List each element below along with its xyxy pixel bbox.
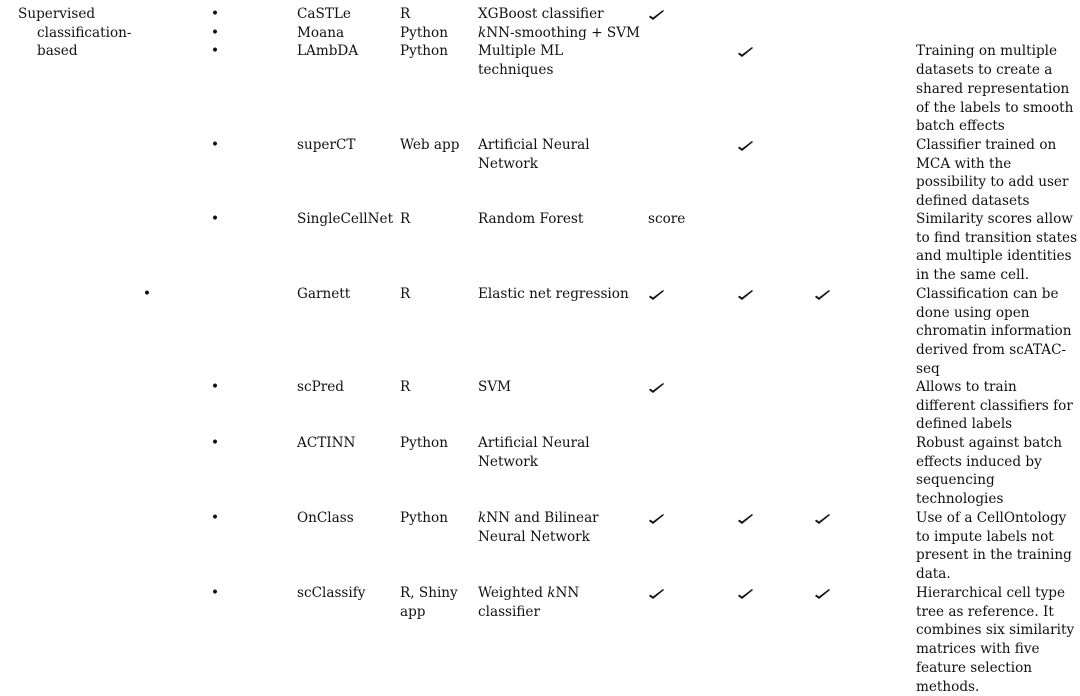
- score-label: score: [648, 211, 686, 227]
- language: Python: [400, 43, 448, 60]
- bullet: •: [210, 137, 220, 153]
- language: R: [400, 6, 411, 22]
- category-line-3: based: [37, 43, 78, 60]
- language: R: [400, 211, 411, 227]
- tool-name: Garnett: [297, 286, 351, 302]
- bullet: •: [210, 510, 220, 526]
- tool-name: Moana: [297, 24, 345, 41]
- checkmark-icon: [814, 512, 832, 526]
- checkmark-icon: [737, 45, 755, 59]
- technique-rest: NN-smoothing + SVM: [486, 24, 640, 41]
- bullet: •: [210, 211, 220, 227]
- checkmark-icon: [737, 139, 755, 153]
- category-line-2: classification-: [37, 24, 132, 41]
- bullet: •: [210, 585, 220, 601]
- tool-name: OnClass: [297, 510, 354, 526]
- technique-italic: k: [547, 585, 556, 601]
- language: R, Shiny app: [400, 585, 458, 620]
- bullet: •: [210, 6, 220, 22]
- note: Allows to train different classifiers for defined labels: [916, 379, 1073, 433]
- technique: Multiple ML techniques: [478, 43, 564, 79]
- language: R: [400, 286, 411, 302]
- checkmark-icon: [814, 288, 832, 302]
- technique-rest: NN and Bilinear Neural Network: [478, 510, 599, 545]
- technique: [478, 509, 613, 546]
- bullet: •: [210, 43, 220, 60]
- bullet: •: [210, 435, 220, 451]
- checkmark-icon: [737, 288, 755, 302]
- technique: [478, 584, 593, 621]
- note: Similarity scores allow to find transition states and multiple identities in the same cell.: [916, 211, 1078, 284]
- note: Use of a CellOntology to impute labels not present in the training data.: [916, 510, 1072, 583]
- tool-name: CaSTLe: [297, 6, 351, 22]
- language: Web app: [400, 137, 460, 153]
- checkmark-icon: [737, 512, 755, 526]
- technique: XGBoost classifier: [478, 6, 604, 22]
- technique: SVM: [478, 379, 512, 395]
- technique-pre: Weighted: [478, 585, 548, 601]
- language: Python: [400, 510, 448, 526]
- technique: Elastic net regression: [478, 286, 629, 302]
- bullet: •: [142, 286, 152, 302]
- note: Hierarchical cell type tree as reference. It combines six similarity matrices with five feature selection methods.: [916, 585, 1075, 695]
- category-label: [18, 5, 158, 61]
- checkmark-icon: [737, 587, 755, 601]
- tool-name: superCT: [297, 137, 356, 153]
- tool-name: SingleCellNet: [297, 211, 394, 227]
- tool-name: LAmbDA: [297, 43, 359, 60]
- technique: Random Forest: [478, 211, 584, 227]
- technique: Artificial Neural Network: [478, 435, 590, 470]
- bullet: •: [210, 379, 220, 395]
- technique: [478, 24, 648, 43]
- note: Robust against batch effects induced by sequencing technologies: [916, 435, 1063, 508]
- language: Python: [400, 24, 448, 41]
- language: R: [400, 379, 411, 395]
- language: Python: [400, 435, 448, 451]
- note: Classification can be done using open chromatin information derived from scATAC-seq: [916, 286, 1072, 377]
- checkmark-icon: [814, 587, 832, 601]
- note: Classifier trained on MCA with the possibility to add user defined datasets: [916, 137, 1069, 210]
- technique: Artificial Neural Network: [478, 137, 590, 172]
- checkmark-icon: [648, 288, 666, 302]
- checkmark-icon: [648, 512, 666, 526]
- checkmark-icon: [648, 587, 666, 601]
- technique-rest: NN classifier: [478, 585, 580, 620]
- tool-name: scPred: [297, 379, 344, 395]
- category-line-1: Supervised: [18, 6, 96, 22]
- bullet: •: [210, 24, 220, 41]
- checkmark-icon: [648, 8, 666, 22]
- technique-italic: k: [478, 510, 487, 526]
- tool-name: scClassify: [297, 585, 366, 601]
- tool-name: ACTINN: [297, 435, 356, 451]
- technique-italic: k: [478, 24, 487, 41]
- note: Training on multiple datasets to create a shared representation of the labels to smooth batch effects: [916, 43, 1074, 135]
- checkmark-icon: [648, 381, 666, 395]
